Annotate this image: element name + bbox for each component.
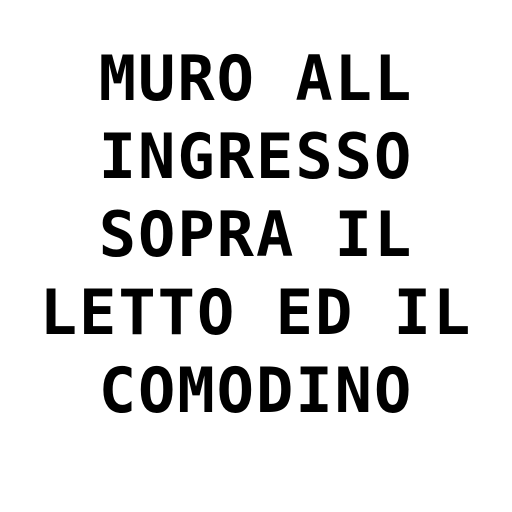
text-line-2: INGRESSO xyxy=(98,120,414,193)
text-line-3: SOPRA IL xyxy=(98,198,414,271)
text-line-4: LETTO ED IL xyxy=(39,276,473,349)
text-line-5: COMODINO xyxy=(98,354,414,427)
text-line-1: MURO ALL xyxy=(98,42,414,115)
